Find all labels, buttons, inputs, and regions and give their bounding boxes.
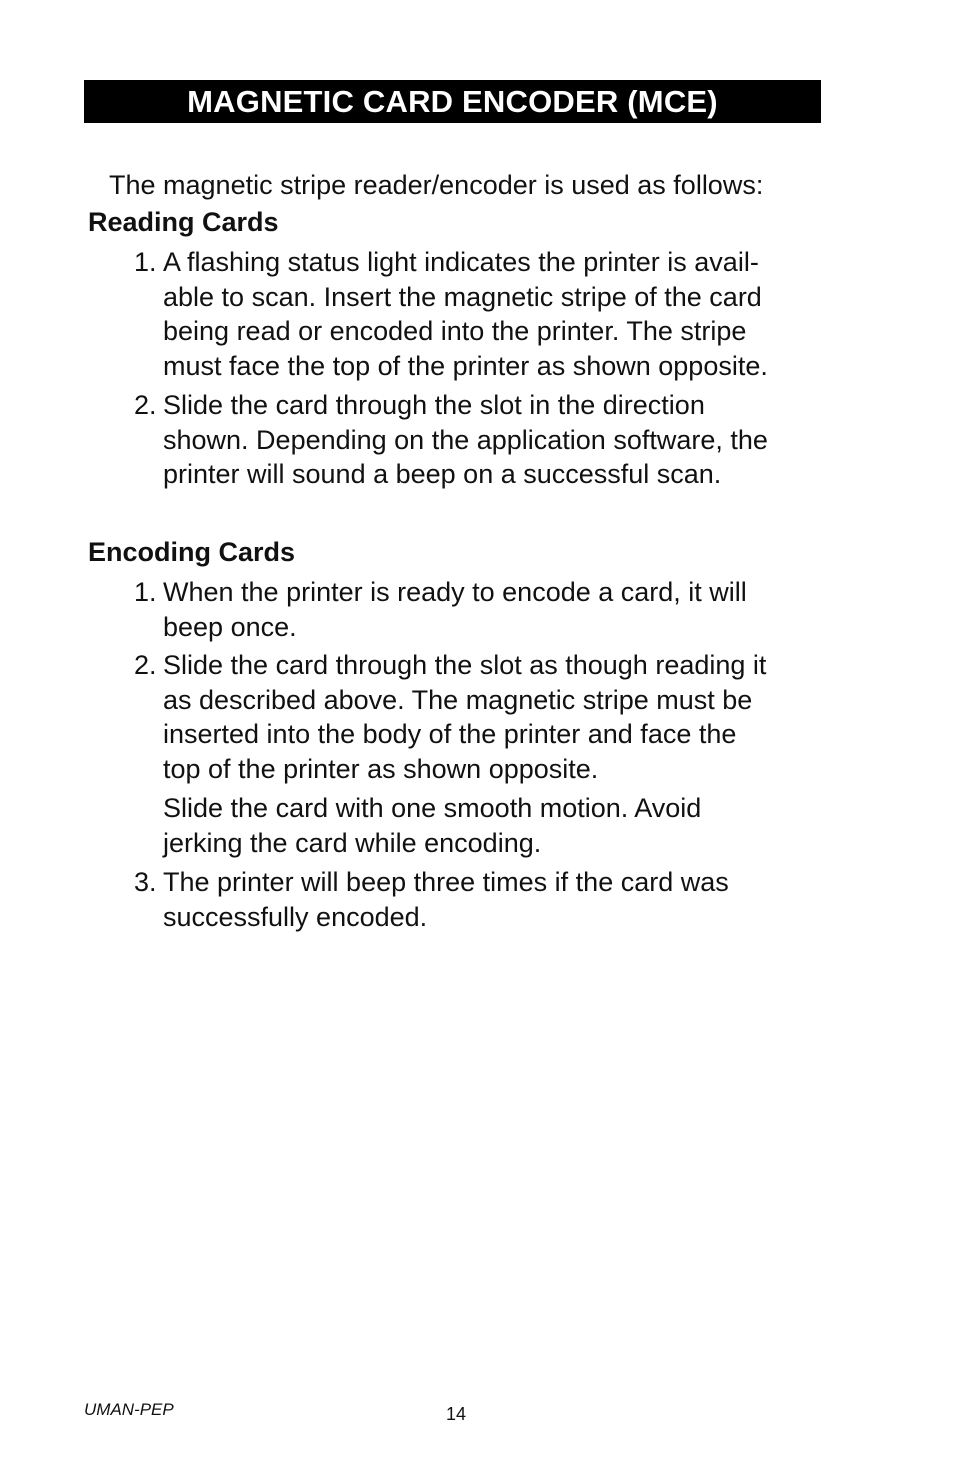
encoding-step-1	[134, 575, 834, 644]
step-number: 1.	[134, 247, 157, 277]
reading-step-1	[134, 245, 834, 383]
encoding-note: Slide the card with one smooth motion. Avoid jerking the card while encoding.	[163, 793, 702, 858]
step-text: When the printer is ready to encode a card, it will beep once.	[163, 577, 747, 642]
encoding-cards-heading: Encoding Cards	[88, 537, 296, 567]
step-number: 3.	[134, 867, 157, 897]
step-text: The printer will beep three times if the card was successfully encoded.	[163, 867, 729, 932]
page-title: MAGNETIC CARD ENCODER (MCE)	[84, 80, 821, 123]
footer-doc-id: UMAN-PEP	[84, 1400, 174, 1419]
page-number: 14	[446, 1404, 467, 1424]
step-text: Slide the card through the slot in the direction shown. Depending on the application software, the printer will sound a beep on a successful scan.	[163, 390, 768, 490]
step-text: A flashing status light indicates the printer is avail- able to scan. Insert the magnetic stripe of the card being read or encoded into the printer. The stripe must face the top of the printer as shown opposite.	[163, 247, 768, 381]
reading-step-2	[134, 388, 834, 492]
encoding-step-3	[134, 865, 834, 934]
step-text: Slide the card through the slot as though reading it as described above. The magnetic stripe must be inserted into the body of the printer and face the top of the printer as shown opposite.	[163, 650, 767, 784]
intro-text: The magnetic stripe reader/encoder is used as follows:	[109, 170, 764, 200]
reading-cards-heading: Reading Cards	[88, 207, 279, 237]
encoding-step-2	[134, 648, 834, 786]
step-number: 1.	[134, 577, 157, 607]
step-number: 2.	[134, 390, 157, 420]
step-number: 2.	[134, 650, 157, 680]
